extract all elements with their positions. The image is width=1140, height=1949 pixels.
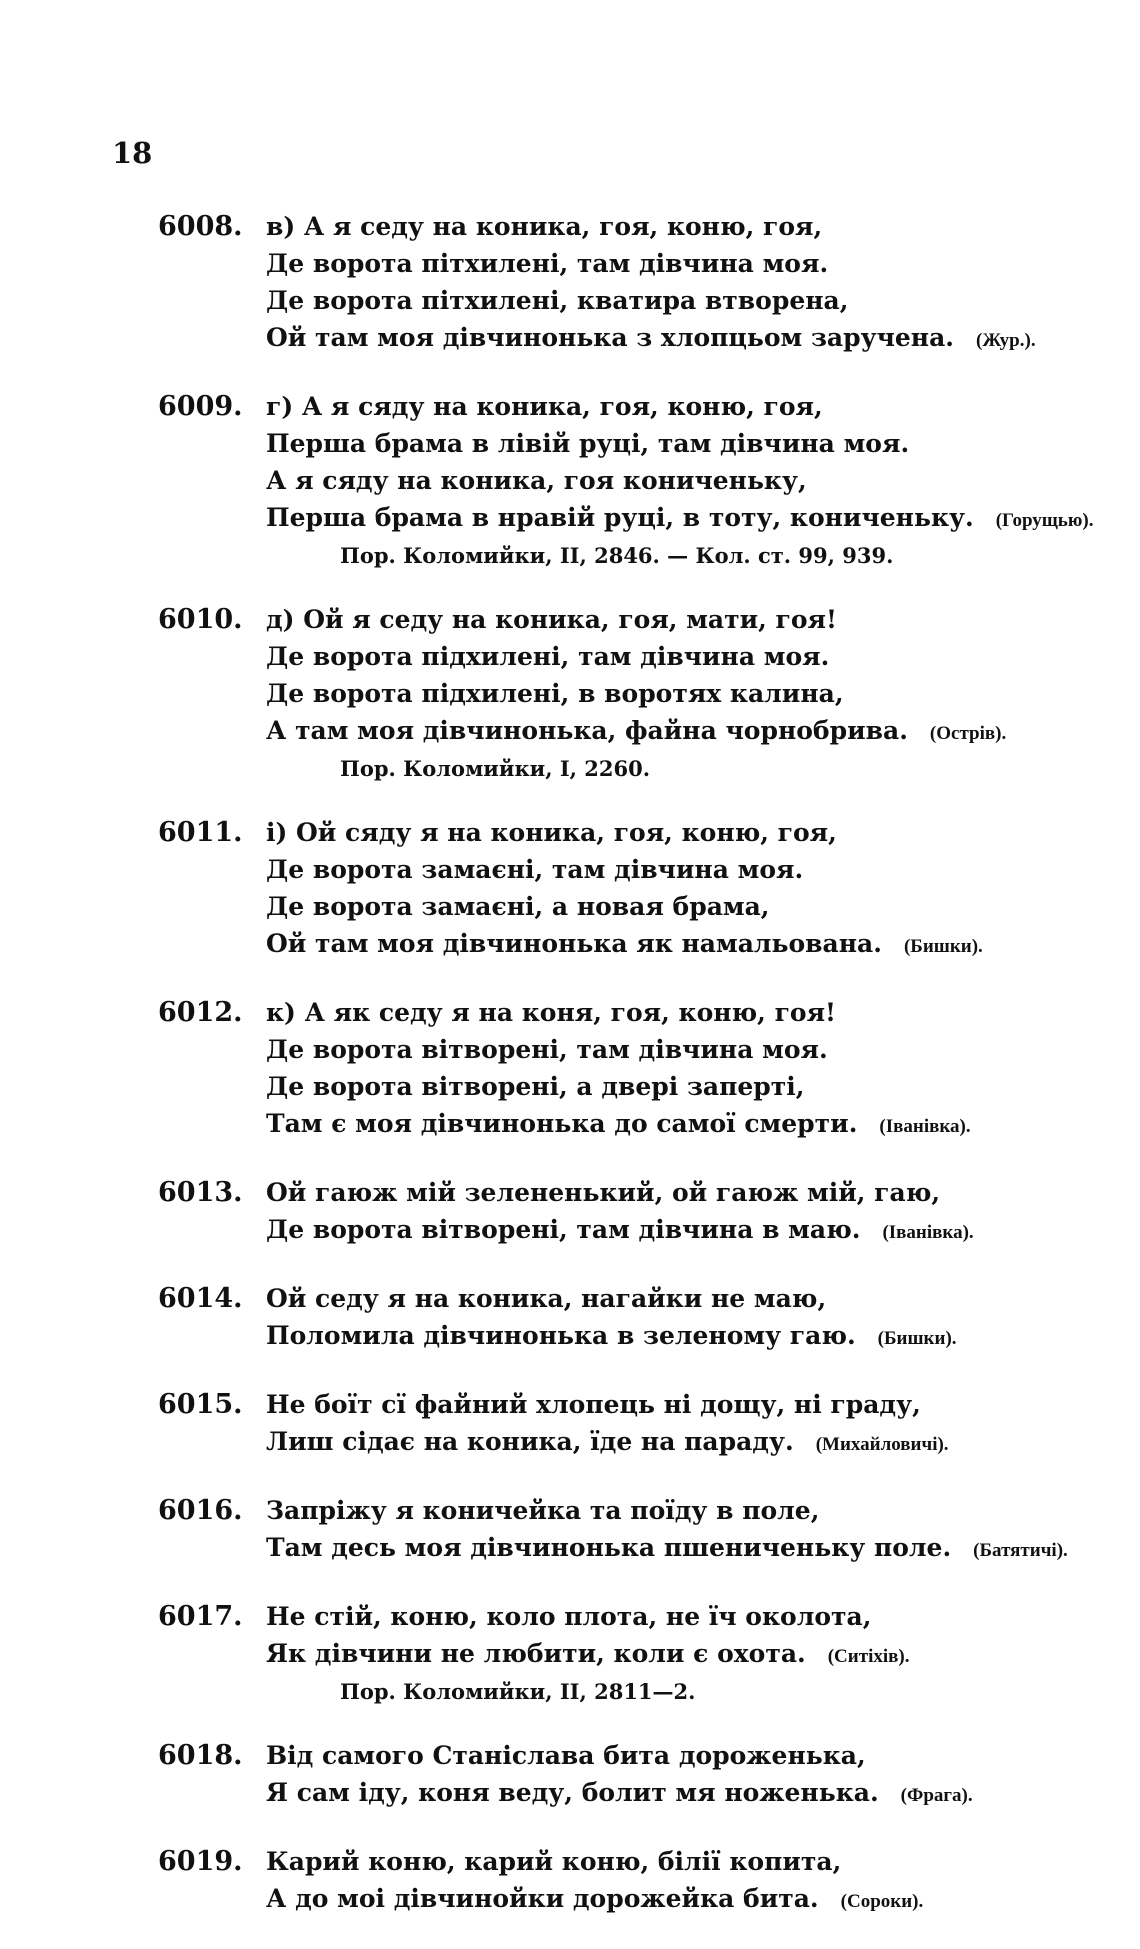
song-entry: [0, 1386, 1140, 1463]
entry-number: 6012.: [158, 997, 243, 1028]
cross-reference: Пор. Коломийки, II, 2846. — Кол. ст. 99, 939.: [340, 543, 894, 568]
verse-line: [266, 675, 1140, 712]
verse-line: [266, 1031, 1140, 1068]
verse-line: [266, 925, 1140, 965]
verse-text: Де ворота пітхилені, кватира втворена,: [266, 286, 849, 315]
verse-lines: [266, 1598, 1140, 1708]
verse-lines: [266, 1174, 1140, 1251]
song-entries: [0, 208, 1140, 1949]
verse-line: [266, 814, 1140, 851]
verse-text: к) А як седу я на коня, гоя, коню, гоя!: [266, 998, 837, 1027]
source-location: (Бишки).: [877, 1328, 957, 1349]
entry-number: 6011.: [158, 817, 243, 848]
verse-lines: [266, 208, 1140, 359]
source-location: (Іванівка).: [882, 1222, 974, 1243]
verse-text: Лиш сідає на коника, їде на параду.: [266, 1427, 794, 1456]
verse-line: [266, 1598, 1140, 1635]
verse-text: г) А я сяду на коника, гоя, коню, гоя,: [266, 392, 823, 421]
source-location: (Жур.).: [976, 330, 1036, 351]
verse-text: Ой гаюж мій зелененький, ой гаюж мій, гаю,: [266, 1178, 941, 1207]
verse-lines: [266, 1492, 1140, 1569]
entry-number: 6010.: [158, 604, 243, 635]
verse-line: [266, 1492, 1140, 1529]
source-location: (Острів).: [929, 723, 1007, 744]
verse-line: [266, 208, 1140, 245]
verse-text: Ой там моя дівчинонька як намальована.: [266, 929, 882, 958]
verse-text: Де ворота вітворені, там дівчина моя.: [266, 1035, 828, 1064]
verse-lines: [266, 388, 1140, 572]
verse-text: Де ворота замаєні, а новая брама,: [266, 892, 770, 921]
song-entry: [0, 1598, 1140, 1708]
source-location: (Бишки).: [903, 936, 983, 957]
verse-lines: [266, 814, 1140, 965]
verse-lines: [266, 1737, 1140, 1814]
song-entry: [0, 994, 1140, 1145]
entry-number: 6008.: [158, 211, 243, 242]
verse-text: Де ворота підхилені, там дівчина моя.: [266, 642, 830, 671]
verse-line: [266, 1211, 1140, 1251]
verse-line: [266, 1317, 1140, 1357]
verse-line: [266, 1880, 1140, 1920]
verse-lines: [266, 994, 1140, 1145]
verse-line: [266, 994, 1140, 1031]
source-location: (Михайловичі).: [815, 1434, 949, 1455]
entry-number: 6016.: [158, 1495, 243, 1526]
verse-line: [266, 319, 1140, 359]
verse-text: Я сам іду, коня веду, болит мя ноженька.: [266, 1778, 879, 1807]
entry-number: 6017.: [158, 1601, 243, 1632]
verse-line: [266, 601, 1140, 638]
verse-text: А я сяду на коника, гоя кониченьку,: [266, 466, 807, 495]
verse-line: [266, 638, 1140, 675]
verse-text: Не боїт сї файний хлопець ні дощу, ні граду,: [266, 1390, 921, 1419]
verse-line: [266, 1386, 1140, 1423]
source-location: (Батятичі).: [973, 1540, 1068, 1561]
verse-line: [266, 1635, 1140, 1675]
verse-lines: [266, 1843, 1140, 1920]
verse-text: д) Ой я седу на коника, гоя, мати, гоя!: [266, 605, 837, 634]
verse-line: [266, 388, 1140, 425]
verse-text: в) А я седу на коника, гоя, коню, гоя,: [266, 212, 823, 241]
verse-line: [266, 1843, 1140, 1880]
source-location: (Фрага).: [900, 1785, 973, 1806]
verse-line: [266, 499, 1140, 539]
verse-text: Перша брама в нравій руці, в тоту, кониченьку.: [266, 503, 974, 532]
verse-text: А до моі дівчинойки дорожейка бита.: [266, 1884, 819, 1913]
verse-line: [266, 282, 1140, 319]
verse-text: Там є моя дівчинонька до самої смерти.: [266, 1109, 858, 1138]
source-location: (Ситіхів).: [827, 1646, 910, 1667]
verse-text: Як дівчини не любити, коли є охота.: [266, 1639, 806, 1668]
verse-text: Запріжу я коничейка та поїду в поле,: [266, 1496, 820, 1525]
verse-line: [266, 1105, 1140, 1145]
entry-number: 6013.: [158, 1177, 243, 1208]
verse-line: [266, 1737, 1140, 1774]
verse-line: [266, 1174, 1140, 1211]
verse-text: Де ворота пітхилені, там дівчина моя.: [266, 249, 829, 278]
cross-reference: Пор. Коломийки, II, 2811—2.: [340, 1679, 696, 1704]
source-location: (Іванівка).: [879, 1116, 971, 1137]
entry-number: 6014.: [158, 1283, 243, 1314]
verse-lines: [266, 1386, 1140, 1463]
verse-line: [266, 1774, 1140, 1814]
entry-number: 6018.: [158, 1740, 243, 1771]
verse-line: [266, 245, 1140, 282]
verse-text: Де ворота вітворені, а двері заперті,: [266, 1072, 805, 1101]
page-number: 18: [112, 136, 153, 170]
song-entry: [0, 388, 1140, 572]
verse-line: [266, 888, 1140, 925]
cross-reference: Пор. Коломийки, I, 2260.: [340, 756, 651, 781]
song-entry: [0, 1737, 1140, 1814]
song-entry: [0, 814, 1140, 965]
entry-number: 6009.: [158, 391, 243, 422]
verse-text: Де ворота підхилені, в воротях калина,: [266, 679, 844, 708]
verse-line: [266, 1423, 1140, 1463]
source-location: (Сороки).: [840, 1891, 924, 1912]
song-entry: [0, 1280, 1140, 1357]
verse-lines: [266, 601, 1140, 785]
verse-text: Там десь моя дівчинонька пшениченьку поле.: [266, 1533, 952, 1562]
song-entry: [0, 1843, 1140, 1920]
verse-text: Ой там моя дівчинонька з хлопцьом заручена.: [266, 323, 955, 352]
song-entry: [0, 208, 1140, 359]
verse-text: Поломила дівчинонька в зеленому гаю.: [266, 1321, 856, 1350]
verse-line: [266, 712, 1140, 752]
verse-lines: [266, 1280, 1140, 1357]
verse-text: Від самого Станіслава бита дороженька,: [266, 1741, 866, 1770]
verse-line: [266, 1068, 1140, 1105]
verse-line: [266, 1280, 1140, 1317]
song-entry: [0, 1492, 1140, 1569]
verse-text: Де ворота вітворені, там дівчина в маю.: [266, 1215, 861, 1244]
song-entry: [0, 1174, 1140, 1251]
verse-text: Ой седу я на коника, нагайки не маю,: [266, 1284, 827, 1313]
verse-text: Карий коню, карий коню, білії копита,: [266, 1847, 842, 1876]
entry-number: 6019.: [158, 1846, 243, 1877]
verse-text: і) Ой сяду я на коника, гоя, коню, гоя,: [266, 818, 837, 847]
source-location: (Горущью).: [995, 510, 1094, 531]
verse-text: А там моя дівчинонька, файна чорнобрива.: [266, 716, 908, 745]
verse-text: Де ворота замаєні, там дівчина моя.: [266, 855, 804, 884]
verse-text: Перша брама в лівій руці, там дівчина моя.: [266, 429, 910, 458]
song-entry: [0, 601, 1140, 785]
verse-line: [266, 1529, 1140, 1569]
verse-text: Не стій, коню, коло плота, не їч околота,: [266, 1602, 872, 1631]
entry-number: 6015.: [158, 1389, 243, 1420]
verse-line: [266, 462, 1140, 499]
verse-line: [266, 851, 1140, 888]
verse-line: [266, 425, 1140, 462]
